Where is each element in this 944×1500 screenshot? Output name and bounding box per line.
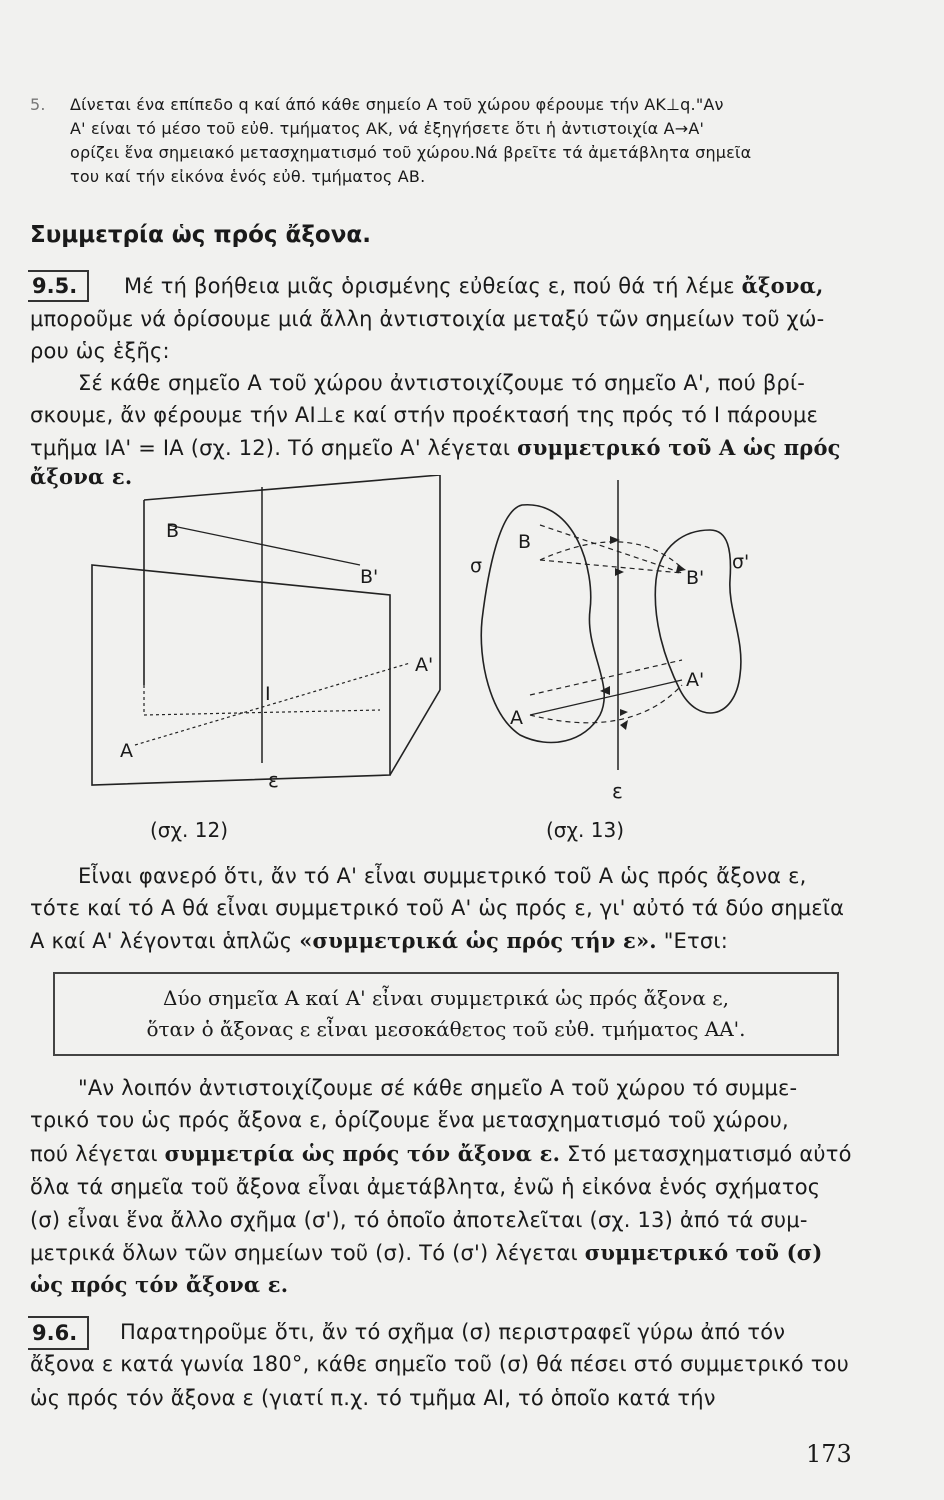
p95-line-6-text: τμῆμα ΙΑ' = ΙΑ (σχ. 12). Τό σημεῖο Α' λέγεται	[30, 436, 511, 460]
fig12-label-I: I	[265, 683, 271, 705]
fig13-label-sigma-prime: σ'	[732, 551, 750, 573]
p96-line-2: ἄξονα ε κατά γωνία 180°, κάθε σημεῖο τοῦ (σ) θά πέσει στό συμμετρικό του	[30, 1352, 849, 1376]
fig13-label-A: A	[510, 707, 523, 729]
exercise-line-3: ορίζει ἕνα σημειακό μετασχηματισμό τοῦ χώρου.Νά βρεῖτε τά ἀμετάβλητα σημεῖα	[70, 143, 752, 162]
fig12-label-A: A	[120, 740, 133, 762]
fig12-caption: (σχ. 12)	[150, 818, 228, 842]
fig13-caption: (σχ. 13)	[546, 818, 624, 842]
fig13-label-axis: ε	[612, 779, 623, 803]
para2-line-3	[30, 928, 728, 953]
section-title: Συμμετρία ὡς πρός ἄξονα.	[30, 222, 371, 248]
exercise-line-2: Α' είναι τό μέσο τοῦ εὐθ. τμήματος ΑΚ, νά ἐξηγήσετε ὅτι ἡ ἀντιστοιχία Α→Α'	[70, 119, 705, 138]
p95-line-1	[124, 273, 824, 298]
paragraph-number-9-5: 9.5.	[28, 270, 89, 302]
fig13-label-sigma: σ	[470, 555, 483, 577]
p96-line-3: ὡς πρός τόν ἄξονα ε (γιατί π.χ. τό τμῆμα ΑΙ, τό ὁποῖο κατά τήν	[30, 1386, 716, 1410]
p95-line-2: μποροῦμε νά ὁρίσουμε μιά ἄλλη ἀντιστοιχία μεταξύ τῶν σημείων τοῦ χώ-	[30, 307, 825, 331]
figure-12	[60, 475, 460, 850]
p95-line-3: ρου ὡς ἑξῆς:	[30, 339, 170, 363]
para3-line-6	[30, 1240, 823, 1265]
p95-line-5: σκουμε, ἄν φέρουμε τήν ΑΙ⊥ε καί στήν προέκτασή της πρός τό Ι πάρουμε	[30, 403, 819, 427]
para3-line-4: ὅλα τά σημεῖα τοῦ ἄξονα εἶναι ἀμετάβλητα, ἐνῶ ἡ εἰκόνα ἑνός σχήματος	[30, 1175, 821, 1199]
para2-line-3-text: Α καί Α' λέγονται ἁπλῶς	[30, 929, 293, 953]
para3-line-1: "Αν λοιπόν ἀντιστοιχίζουμε σέ κάθε σημεῖο Α τοῦ χώρου τό συμμε-	[78, 1076, 798, 1100]
fig13-label-B-prime: B'	[686, 567, 705, 589]
p95-line-1-text: Μέ τή βοήθεια μιᾶς ὁρισμένης εὐθείας ε, πού θά τή λέμε	[124, 274, 735, 298]
exercise-line-4: του καί τήν εἰκόνα ἑνός εὐθ. τμήματος ΑΒ.	[70, 167, 426, 186]
definition-box	[53, 972, 839, 1056]
fig12-label-B-prime: B'	[360, 566, 379, 588]
para3-line-3-text: πού λέγεται	[30, 1142, 158, 1166]
para3-line-3-end: Στό μετασχηματισμό αὐτό	[567, 1142, 852, 1166]
para3-line-2: τρικό του ὡς πρός ἄξονα ε, ὁρίζουμε ἕνα μετασχηματισμό τοῦ χώρου,	[30, 1108, 789, 1132]
p95-axis-term: ἄξονα,	[741, 273, 824, 298]
para2-symmetric-term: «συμμετρικά ὡς πρός τήν ε».	[299, 928, 657, 953]
fig13-label-A-prime: A'	[686, 669, 705, 691]
para2-line-2: τότε καί τό Α θά εἶναι συμμετρικό τοῦ Α' ὡς πρός ε, γι' αὐτό τά δύο σημεῖα	[30, 896, 845, 920]
exercise-number: 5.	[30, 95, 46, 114]
para3-line-3	[30, 1141, 852, 1166]
definition-line-1: Δύο σημεῖα Α καί Α' εἶναι συμμετρικά ὡς πρός ἄξονα ε,	[163, 986, 729, 1010]
exercise-line-1: Δίνεται ένα επίπεδο q καί άπό κάθε σημείο Α τοῦ χώρου φέρουμε τήν ΑΚ⊥q."Αν	[70, 95, 724, 114]
fig12-label-B: B	[166, 520, 180, 542]
p95-line-6	[30, 435, 841, 460]
definition-line-2: ὅταν ὁ ἄξονας ε εἶναι μεσοκάθετος τοῦ εὐθ. τμήματος ΑΑ'.	[146, 1017, 746, 1041]
p96-line-1: Παρατηροῦμε ὅτι, ἄν τό σχῆμα (σ) περιστραφεῖ γύρω ἀπό τόν	[120, 1320, 786, 1344]
para3-line-6-text: μετρικά ὅλων τῶν σημείων τοῦ (σ). Τό (σ') λέγεται	[30, 1241, 578, 1265]
fig12-label-axis: ε	[268, 768, 279, 792]
fig13-label-B: B	[518, 531, 532, 553]
para3-symmetry-term: συμμετρία ὡς πρός τόν ἄξονα ε.	[164, 1141, 561, 1166]
para2-line-1: Εἶναι φανερό ὅτι, ἄν τό Α' εἶναι συμμετρικό τοῦ Α ὡς πρός ἄξονα ε,	[78, 864, 807, 888]
p95-symmetric-term: συμμετρικό τοῦ Α ὡς πρός	[517, 435, 841, 460]
p95-line-4: Σέ κάθε σημεῖο Α τοῦ χώρου ἀντιστοιχίζουμε τό σημεῖο Α', πού βρί-	[78, 371, 806, 395]
paragraph-number-9-6: 9.6.	[28, 1316, 89, 1350]
para2-line-3-end: "Ετσι:	[663, 929, 728, 953]
p95-line-7: ἄξονα ε.	[30, 464, 133, 489]
para3-line-7: ὡς πρός τόν ἄξονα ε.	[30, 1272, 289, 1297]
fig12-label-A-prime: A'	[415, 654, 434, 676]
para3-line-5: (σ) εἶναι ἕνα ἄλλο σχῆμα (σ'), τό ὁποῖο ἀποτελεῖται (σχ. 13) ἀπό τά συμ-	[30, 1208, 808, 1232]
figure-13	[460, 480, 800, 850]
para3-symmetric-term: συμμετρικό τοῦ (σ)	[584, 1240, 823, 1265]
page-number: 173	[806, 1440, 852, 1468]
